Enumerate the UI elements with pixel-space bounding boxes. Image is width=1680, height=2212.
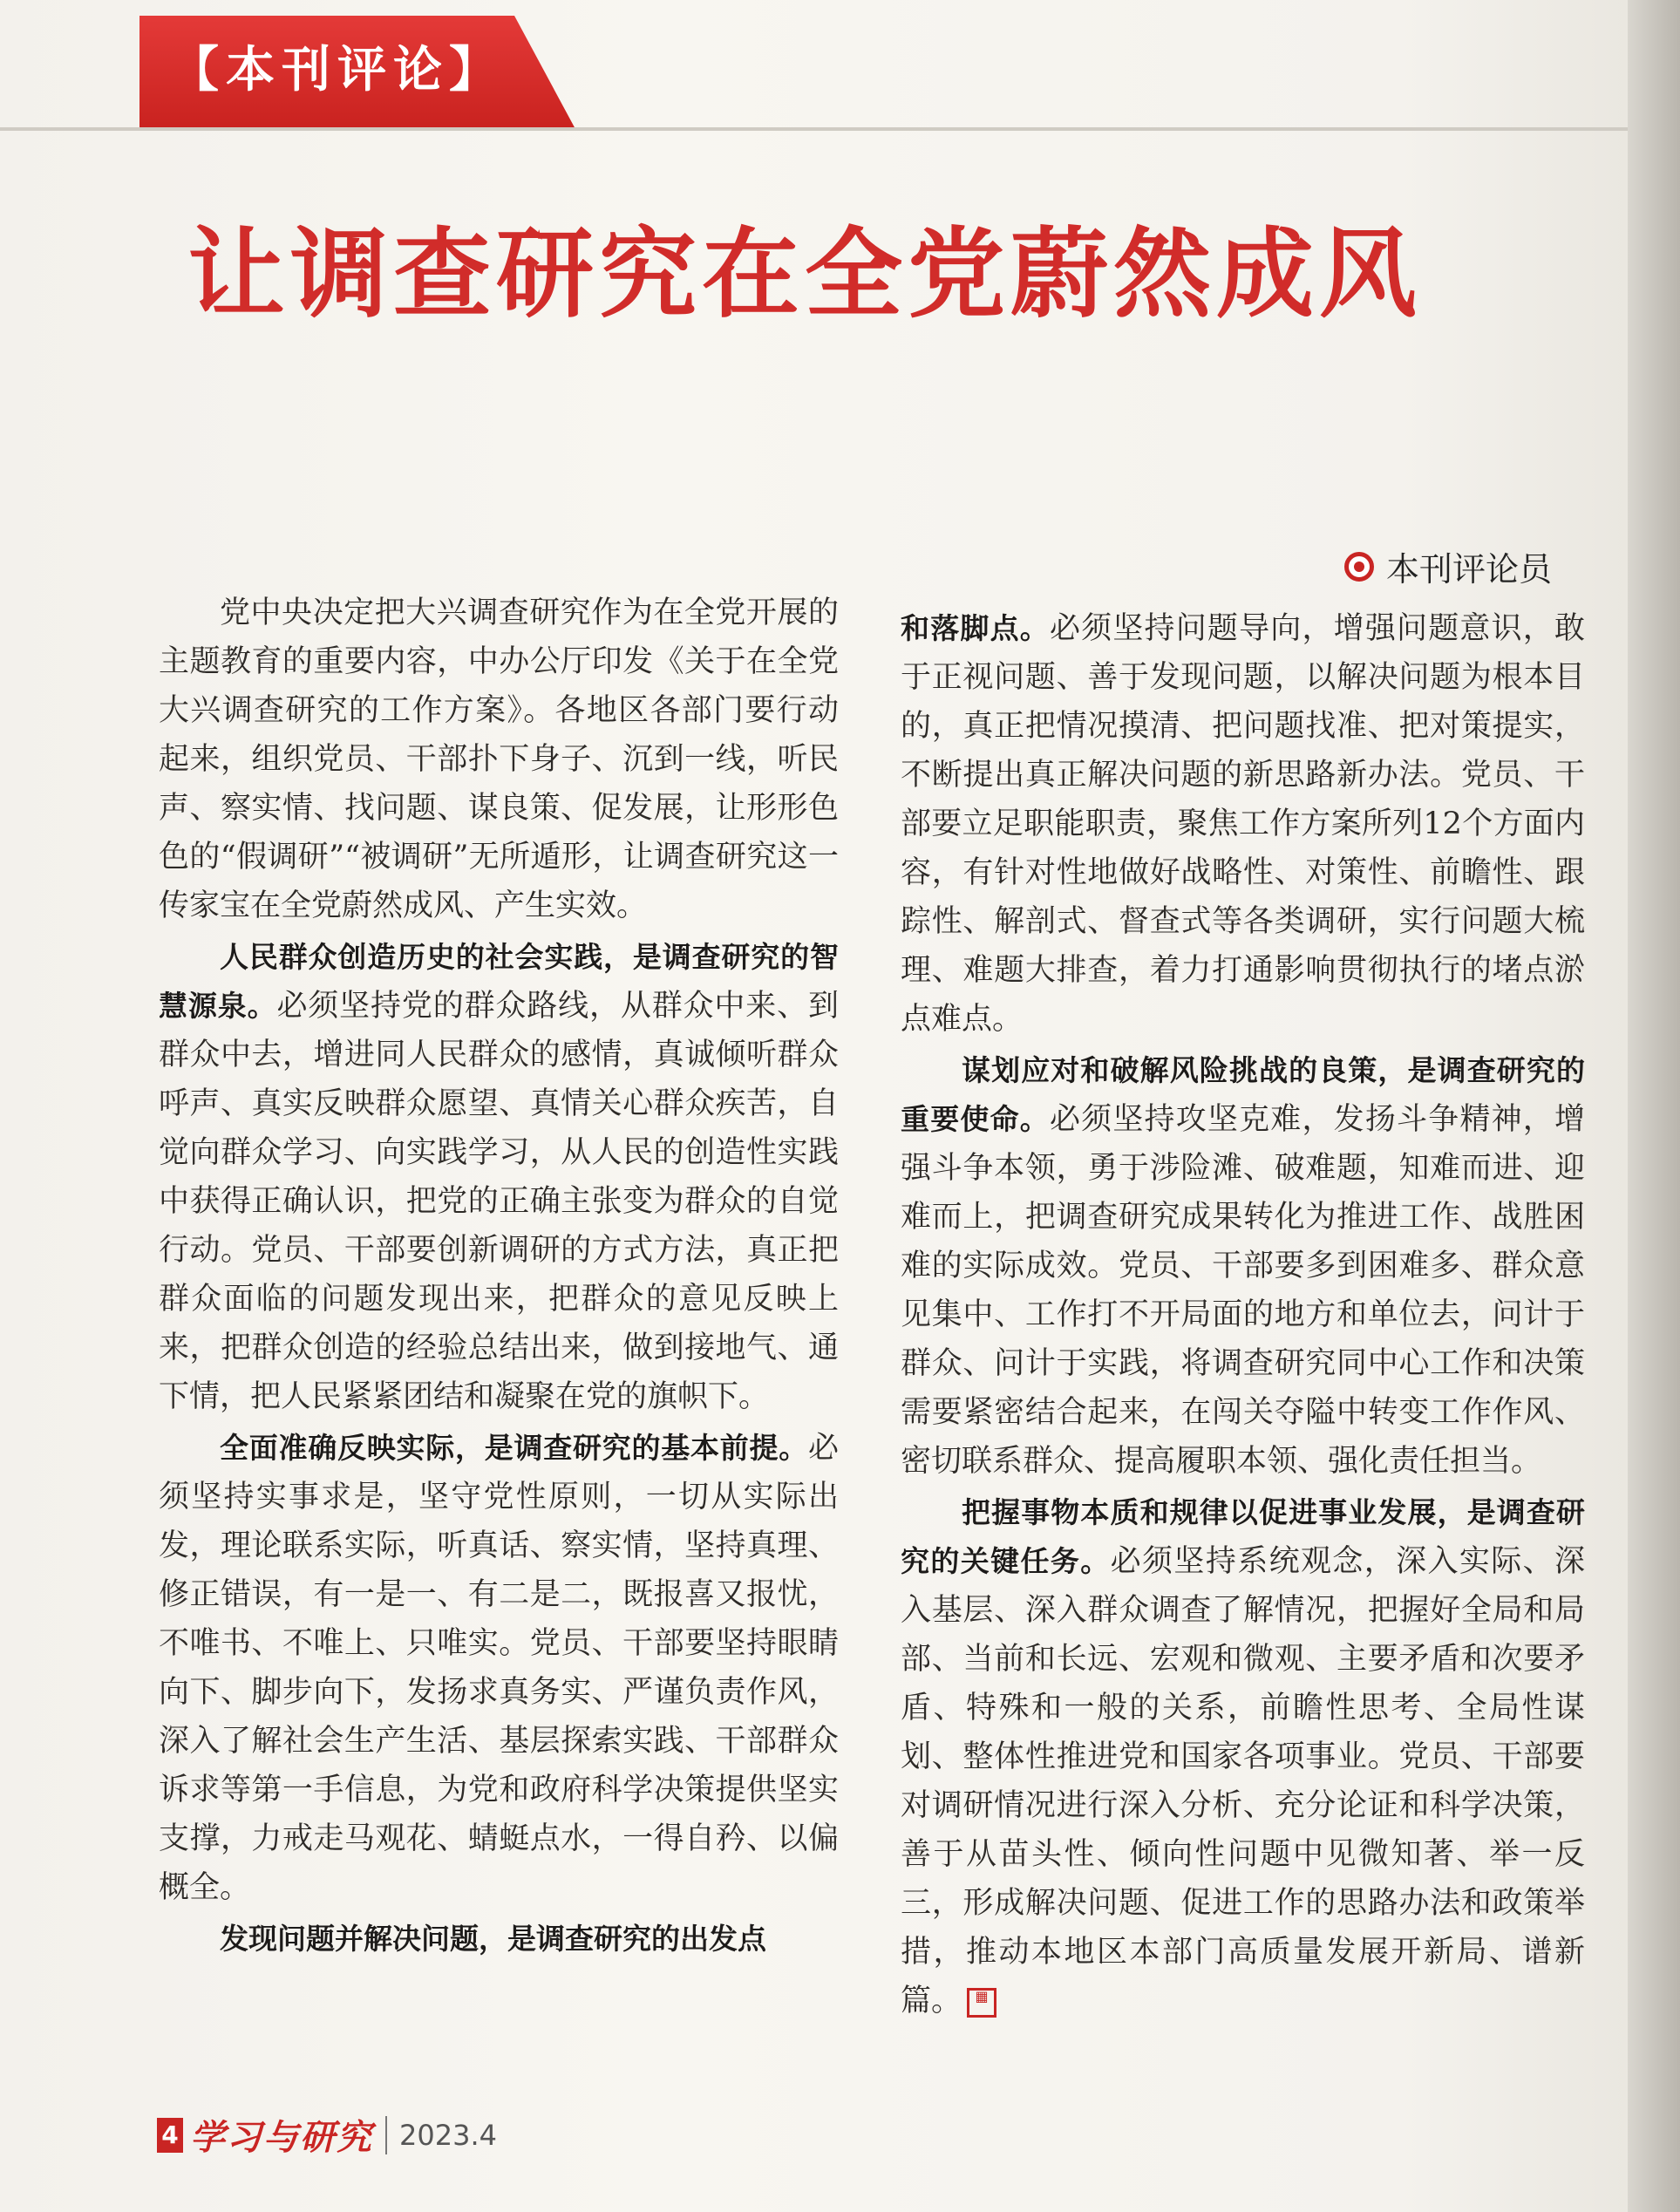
- article-column-right: [901, 604, 1585, 2056]
- paragraph-2-body: 必须坚持党的群众路线，从群众中来、到群众中去，增进同人民群众的感情，真诚倾听群众呼声、真实反映群众愿望、真情关心群众疾苦，自觉向群众学习、向实践学习，从人民的创造性实践中获得正确认识，把党的正确主张变为群众的自觉行动。党员、干部要创新调研的方式方法，真正把群众面临的问题发现出来，把群众的意见反映上来，把群众创造的经验总结出来，做到接地气、通下情，把人民紧紧团结和凝聚在党的旗帜下。: [159, 989, 839, 1414]
- article-column-left: [159, 589, 839, 2040]
- paragraph-4-lead-a: 发现问题并解决问题，是调查研究的出发点: [220, 1922, 766, 1956]
- byline-author: 本刊评论员: [1385, 550, 1552, 589]
- section-label: 【本刊评论】: [170, 42, 505, 99]
- paragraph-2-lead: 人民群众创造历史的社会实践，是调查研究的智慧源泉。: [159, 940, 839, 1023]
- paragraph-3: [159, 1424, 839, 1912]
- paragraph-3-body: 必须坚持实事求是，坚守党性原则，一切从实际出发，理论联系实际，听真话、察实情，坚持真理、修正错误，有一是一、有二是二，既报喜又报忧，不唯书、不唯上、只唯实。党员、干部要坚持眼睛向下、脚步向下，发扬求真务实、严谨负责作风，深入了解社会生产生活、基层探索实践、干部群众诉求等第一手信息，为党和政府科学决策提供坚实支撑，力戒走马观花、蜻蜓点水，一得自矜、以偏概全。: [159, 1431, 839, 1905]
- paragraph-5-lead: 谋划应对和破解风险挑战的良策，是调查研究的重要使命。: [901, 1053, 1585, 1136]
- end-seal-icon: ▦: [967, 1988, 996, 2018]
- footer-divider: [385, 2116, 387, 2154]
- paragraph-intro: 党中央决定把大兴调查研究作为在全党开展的主题教育的重要内容，中办公厅印发《关于在全党大兴调查研究的工作方案》。各地区各部门要行动起来，组织党员、干部扑下身子、沉到一线，听民声、察实情、找问题、谋良策、促发展，让形形色色的“假调研”“被调研”无所遁形，让调查研究这一传家宝在全党蔚然成风、产生实效。: [159, 596, 839, 923]
- paragraph-4-start: [159, 1915, 839, 1964]
- paragraph-2: [159, 933, 839, 1421]
- paragraph-4-body: 必须坚持问题导向，增强问题意识，敢于正视问题、善于发现问题，以解决问题为根本目的，真正把情况摸清、把问题找准、把对策提实，不断提出真正解决问题的新思路新办法。党员、干部要立足职能职责，聚焦工作方案所列12个方面内容，有针对性地做好战略性、对策性、前瞻性、跟踪性、解剖式、督查式等各类调研，实行问题大梳理、难题大排查，着力打通影响贯彻执行的堵点淤点难点。: [901, 611, 1585, 1037]
- paragraph-4-continued: [901, 604, 1585, 1044]
- page-number: 4: [157, 2118, 183, 2153]
- paragraph-3-lead: 全面准确反映实际，是调查研究的基本前提。: [220, 1431, 808, 1465]
- issue-number: 2023.4: [399, 2118, 497, 2152]
- paragraph-5: [901, 1046, 1585, 1486]
- byline: [1344, 542, 1552, 590]
- paragraph-5-body: 必须坚持攻坚克难，发扬斗争精神，增强斗争本领，勇于涉险滩、破难题，知难而进、迎难而上，把调查研究成果转化为推进工作、战胜困难的实际成效。党员、干部要多到困难多、群众意见集中、工作打不开局面的地方和单位去，问计于群众、问计于实践，将调查研究同中心工作和决策需要紧密结合起来，在闯关夺隘中转变工作作风、密切联系群众、提高履职本领、强化责任担当。: [901, 1102, 1585, 1479]
- paragraph-4-lead-b: 和落脚点。: [901, 611, 1050, 645]
- page-footer: [157, 2110, 497, 2160]
- bullseye-icon: [1344, 552, 1374, 582]
- paragraph-6-body: 必须坚持系统观念，深入实际、深入基层、深入群众调查了解情况，把握好全局和局部、当前和长远、宏观和微观、主要矛盾和次要矛盾、特殊和一般的关系，前瞻性思考、全局性谋划、整体性推进党和国家各项事业。党员、干部要对调研情况进行深入分析、充分论证和科学决策，善于从苗头性、倾向性问题中见微知著、举一反三，形成解决问题、促进工作的思路办法和政策举措，推动本地区本部门高质量发展开新局、谱新篇。: [901, 1544, 1585, 2018]
- article-headline: 让调查研究在全党蔚然成风: [187, 218, 1422, 331]
- page-edge: [1628, 0, 1680, 2212]
- paragraph-6: [901, 1488, 1585, 2025]
- journal-logo: 学习与研究: [190, 2117, 373, 2158]
- paragraph-6-lead: 把握事物本质和规律以促进事业发展，是调查研究的关键任务。: [901, 1495, 1585, 1578]
- tab-divider: [0, 127, 1648, 131]
